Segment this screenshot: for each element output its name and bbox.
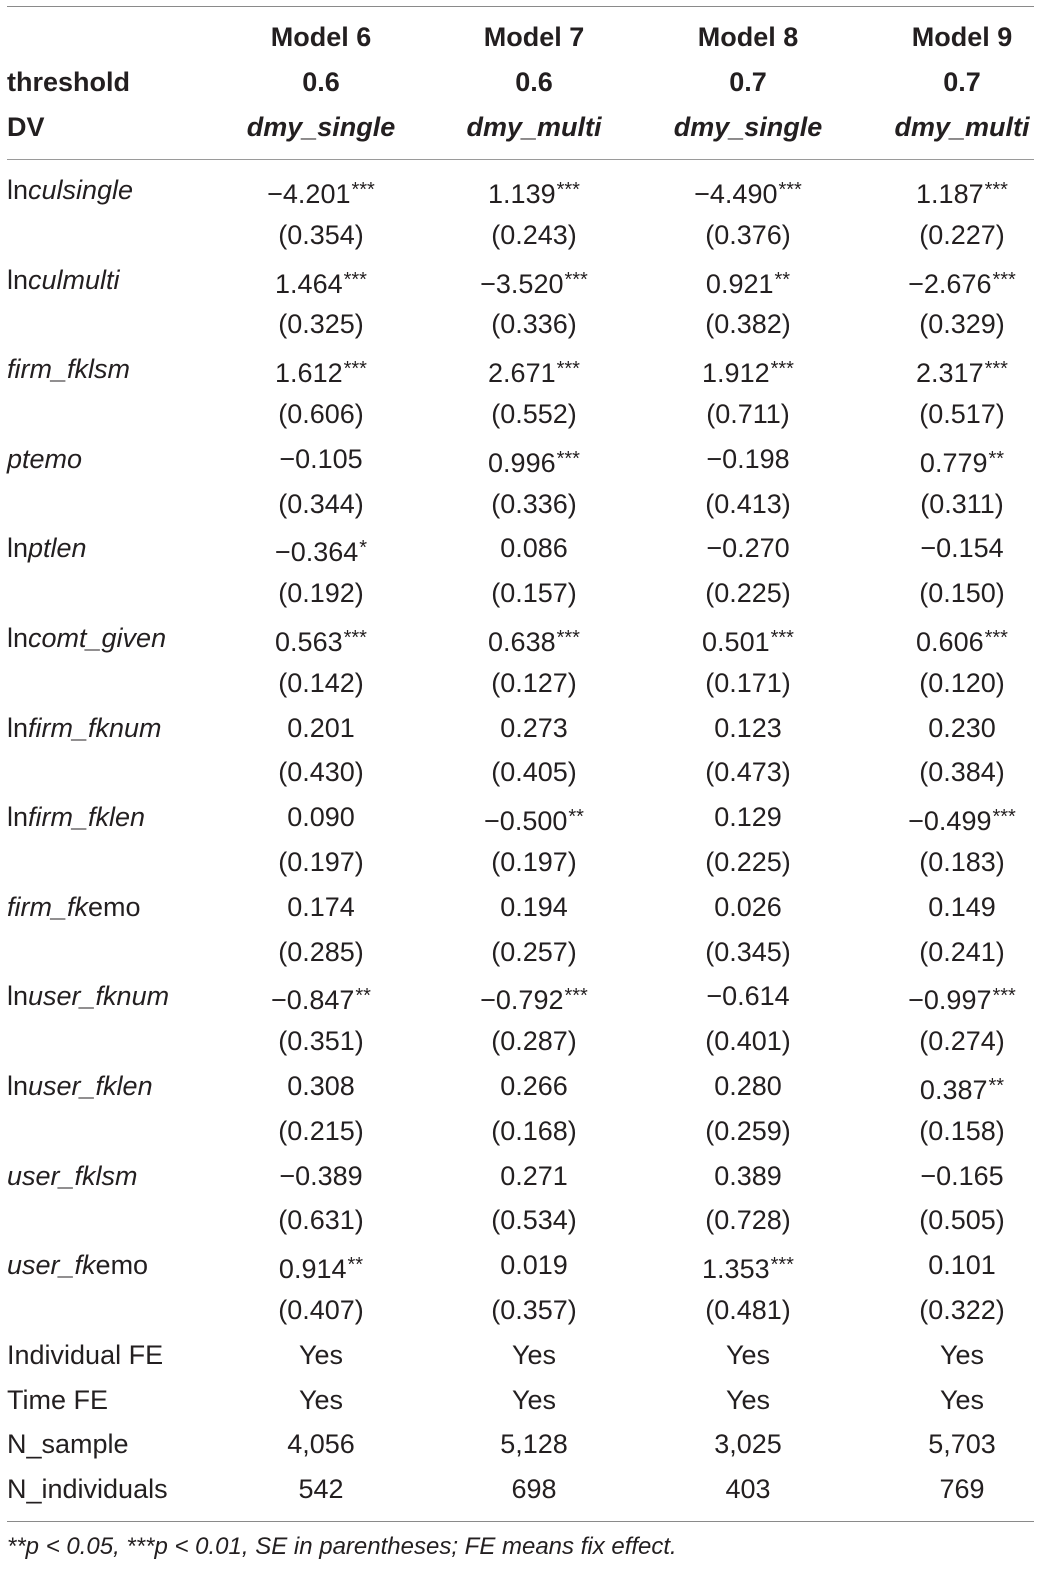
se-row: [0, 1109, 1041, 1153]
summary-value: 698: [511, 1474, 557, 1504]
standard-error-cell: (0.473): [705, 757, 791, 787]
significance-stars: **: [774, 269, 791, 291]
coefficient-value: 0.280: [714, 1071, 782, 1101]
variable-name: ptlen: [28, 533, 87, 563]
coefficient-cell: [434, 885, 634, 929]
coefficient-value: 1.353: [702, 1254, 770, 1284]
coefficient-value: 0.389: [714, 1161, 782, 1191]
significance-stars: **: [355, 985, 371, 1007]
standard-error-cell: (0.413): [705, 489, 791, 519]
variable-suffix: emo: [95, 1250, 149, 1280]
summary-value: 3,025: [714, 1429, 782, 1459]
variable-label: [7, 168, 133, 212]
coefficient-value: 0.996: [488, 448, 556, 478]
coefficient-value: 0.090: [287, 802, 355, 832]
summary-value: 769: [939, 1474, 985, 1504]
coefficient-value: 0.501: [702, 627, 770, 657]
se-row: [0, 930, 1041, 974]
ln-prefix: ln: [7, 713, 29, 743]
ln-prefix: ln: [7, 1071, 29, 1101]
coefficient-cell: [648, 437, 848, 481]
significance-stars: ***: [351, 179, 375, 201]
standard-error-cell: (0.158): [919, 1116, 1005, 1146]
standard-error-cell: (0.259): [705, 1116, 791, 1146]
standard-error-cell: (0.183): [919, 847, 1005, 877]
coef-row: [0, 1064, 1041, 1108]
coefficient-value: 0.026: [714, 892, 782, 922]
coef-row: [0, 795, 1041, 839]
ln-prefix: ln: [7, 623, 29, 653]
coef-row: [0, 1243, 1041, 1287]
standard-error-cell: (0.325): [278, 309, 364, 339]
coefficient-value: −0.389: [279, 1161, 363, 1191]
coefficient-cell: [648, 1064, 848, 1108]
coefficient-cell: [862, 1154, 1041, 1198]
significance-stars: ***: [770, 627, 794, 649]
significance-stars: ***: [343, 627, 367, 649]
summary-value: Yes: [511, 1340, 557, 1370]
coefficient-value: 0.019: [500, 1250, 568, 1280]
ln-prefix: ln: [7, 533, 29, 563]
coefficient-cell: [862, 974, 1041, 1018]
standard-error-cell: (0.534): [491, 1205, 577, 1235]
standard-error-cell: (0.430): [278, 757, 364, 787]
variable-label: [7, 437, 82, 481]
standard-error-cell: (0.401): [705, 1026, 791, 1056]
coefficient-value: −0.364: [274, 537, 359, 567]
coefficient-cell: [648, 347, 848, 391]
coefficient-value: −3.520: [480, 269, 564, 299]
variable-name: user_fk: [7, 1250, 96, 1280]
coefficient-value: −2.676: [908, 269, 992, 299]
summary-row: [0, 1378, 1041, 1422]
coefficient-value: 0.129: [714, 802, 782, 832]
coefficient-cell: [221, 1154, 421, 1198]
coefficient-value: 0.101: [928, 1250, 996, 1280]
coefficient-cell: [862, 168, 1041, 212]
standard-error-cell: (0.517): [919, 399, 1005, 429]
coefficient-value: −0.165: [920, 1161, 1004, 1191]
coefficient-value: 0.921: [705, 269, 774, 299]
coefficient-cell: [648, 885, 848, 929]
variable-label: [7, 526, 87, 570]
dv-model-9: dmy_multi: [894, 112, 1030, 142]
coefficient-value: 0.606: [916, 627, 984, 657]
coefficient-cell: [862, 526, 1041, 570]
ln-prefix: ln: [7, 265, 29, 295]
significance-stars: ***: [564, 269, 588, 291]
coefficient-cell: [862, 347, 1041, 391]
header-model-8: Model 8: [697, 22, 799, 52]
significance-stars: ***: [992, 985, 1016, 1007]
coefficient-cell: [434, 168, 634, 212]
summary-value: Yes: [939, 1385, 985, 1415]
standard-error-cell: (0.311): [920, 489, 1004, 519]
coefficient-value: 1.612: [275, 358, 343, 388]
coefficient-cell: [862, 437, 1041, 481]
coefficient-cell: [648, 1243, 848, 1287]
coefficient-cell: [862, 706, 1041, 750]
coefficient-cell: [221, 437, 421, 481]
standard-error-cell: (0.329): [919, 309, 1005, 339]
coefficient-cell: [221, 526, 421, 570]
header-row-models: [0, 15, 1041, 59]
summary-value: Yes: [511, 1385, 557, 1415]
standard-error-cell: (0.192): [278, 578, 364, 608]
variable-name: user_fklsm: [7, 1161, 138, 1191]
coef-row: [0, 168, 1041, 212]
variable-name: comt_given: [28, 623, 167, 653]
coefficient-cell: [434, 526, 634, 570]
variable-name: ptemo: [7, 444, 83, 474]
standard-error-cell: (0.142): [278, 668, 364, 698]
coefficient-cell: [434, 616, 634, 660]
coefficient-cell: [221, 974, 421, 1018]
coefficient-value: 1.464: [275, 269, 343, 299]
coefficient-value: 0.387: [919, 1075, 988, 1105]
se-row: [0, 482, 1041, 526]
summary-value: 5,128: [500, 1429, 568, 1459]
ln-prefix: ln: [7, 175, 29, 205]
variable-name: firm_fk: [7, 892, 88, 922]
summary-value: 542: [298, 1474, 344, 1504]
coef-row: [0, 616, 1041, 660]
variable-label: [7, 1154, 138, 1198]
se-row: [0, 840, 1041, 884]
significance-stars: ***: [770, 358, 794, 380]
se-row: [0, 750, 1041, 794]
coefficient-cell: [862, 616, 1041, 660]
variable-label: [7, 885, 141, 929]
variable-label: [7, 706, 162, 750]
standard-error-cell: (0.481): [705, 1295, 791, 1325]
table-bottom-rule: [7, 1521, 1034, 1522]
coef-row: [0, 974, 1041, 1018]
significance-stars: ***: [556, 358, 580, 380]
summary-row: [0, 1333, 1041, 1377]
coefficient-value: 0.230: [928, 713, 996, 743]
significance-stars: ***: [770, 1254, 794, 1276]
header-label-threshold: threshold: [7, 67, 131, 97]
coefficient-value: 0.563: [275, 627, 343, 657]
se-row: [0, 571, 1041, 615]
significance-stars: ***: [343, 269, 367, 291]
significance-stars: ***: [556, 179, 580, 201]
se-row: [0, 392, 1041, 436]
coefficient-cell: [862, 258, 1041, 302]
standard-error-cell: (0.225): [705, 847, 791, 877]
variable-name: firm_fklsm: [7, 354, 130, 384]
coefficient-value: −4.490: [694, 179, 778, 209]
threshold-model-7: 0.6: [515, 67, 553, 97]
standard-error-cell: (0.120): [919, 668, 1005, 698]
se-row: [0, 1019, 1041, 1063]
coefficient-cell: [648, 616, 848, 660]
coefficient-value: −0.499: [908, 806, 992, 836]
variable-label: [7, 974, 169, 1018]
standard-error-cell: (0.215): [278, 1116, 364, 1146]
standard-error-cell: (0.384): [919, 757, 1005, 787]
coefficient-value: 0.266: [500, 1071, 568, 1101]
dv-model-6: dmy_single: [246, 112, 396, 142]
coefficient-cell: [434, 1064, 634, 1108]
coefficient-value: 1.187: [916, 179, 984, 209]
standard-error-cell: (0.552): [491, 399, 577, 429]
significance-stars: **: [347, 1254, 364, 1276]
coefficient-cell: [221, 795, 421, 839]
coefficient-cell: [221, 258, 421, 302]
summary-value: Yes: [725, 1385, 771, 1415]
standard-error-cell: (0.168): [491, 1116, 577, 1146]
coefficient-value: −4.201: [267, 179, 351, 209]
standard-error-cell: (0.376): [705, 220, 791, 250]
coefficient-value: −0.500: [484, 806, 568, 836]
coefficient-cell: [221, 347, 421, 391]
coefficient-cell: [221, 1243, 421, 1287]
variable-label: [7, 1243, 148, 1287]
coefficient-value: 0.174: [287, 892, 355, 922]
coefficient-cell: [221, 706, 421, 750]
significance-stars: **: [988, 1075, 1005, 1097]
coefficient-cell: [648, 526, 848, 570]
coefficient-cell: [648, 168, 848, 212]
coefficient-value: 0.308: [287, 1071, 355, 1101]
ln-prefix: ln: [7, 981, 29, 1011]
se-row: [0, 1288, 1041, 1332]
coefficient-cell: [862, 1064, 1041, 1108]
summary-value: 5,703: [928, 1429, 996, 1459]
coefficient-cell: [434, 1154, 634, 1198]
se-row: [0, 213, 1041, 257]
significance-stars: **: [988, 448, 1005, 470]
summary-value: 4,056: [287, 1429, 355, 1459]
summary-value: Yes: [725, 1340, 771, 1370]
variable-label: [7, 1064, 153, 1108]
coef-row: [0, 347, 1041, 391]
significance-stars: *: [359, 537, 368, 559]
se-row: [0, 302, 1041, 346]
summary-value: Yes: [298, 1340, 344, 1370]
summary-row: [0, 1422, 1041, 1466]
standard-error-cell: (0.344): [278, 489, 364, 519]
coefficient-value: 1.139: [488, 179, 556, 209]
dv-model-7: dmy_multi: [466, 112, 602, 142]
standard-error-cell: (0.257): [491, 937, 577, 967]
significance-stars: ***: [992, 806, 1016, 828]
summary-value: Yes: [298, 1385, 344, 1415]
coef-row: [0, 706, 1041, 750]
coef-row: [0, 258, 1041, 302]
coefficient-cell: [648, 974, 848, 1018]
header-divider-rule: [7, 159, 1034, 160]
se-row: [0, 1198, 1041, 1242]
standard-error-cell: (0.336): [491, 489, 577, 519]
coefficient-value: 1.912: [702, 358, 770, 388]
significance-stars: ***: [992, 269, 1016, 291]
standard-error-cell: (0.150): [919, 578, 1005, 608]
variable-name: firm_fklen: [28, 802, 146, 832]
header-row-threshold: [0, 60, 1041, 104]
coefficient-value: 0.149: [928, 892, 996, 922]
variable-label: [7, 616, 166, 660]
summary-value: 403: [725, 1474, 771, 1504]
coefficient-cell: [434, 1243, 634, 1287]
summary-row: [0, 1467, 1041, 1511]
variable-name: user_fknum: [28, 981, 170, 1011]
coefficient-value: −0.154: [920, 533, 1004, 563]
standard-error-cell: (0.407): [278, 1295, 364, 1325]
coefficient-value: −0.792: [480, 985, 564, 1015]
table-footnote: **p < 0.05, ***p < 0.01, SE in parentheses; FE means fix effect.: [7, 1533, 677, 1560]
standard-error-cell: (0.241): [919, 937, 1005, 967]
coef-row: [0, 526, 1041, 570]
coefficient-cell: [648, 1154, 848, 1198]
variable-name: culsingle: [28, 175, 134, 205]
coefficient-cell: [434, 706, 634, 750]
table-top-rule: [7, 6, 1034, 7]
variable-name: culmulti: [28, 265, 120, 295]
header-model-7: Model 7: [483, 22, 585, 52]
standard-error-cell: (0.606): [278, 399, 364, 429]
significance-stars: ***: [556, 448, 580, 470]
summary-label: Time FE: [7, 1385, 108, 1415]
coefficient-value: 0.638: [488, 627, 556, 657]
significance-stars: ***: [984, 358, 1008, 380]
coefficient-value: 2.671: [488, 358, 556, 388]
coef-row: [0, 437, 1041, 481]
coefficient-value: −0.105: [279, 444, 363, 474]
standard-error-cell: (0.227): [919, 220, 1005, 250]
coefficient-value: −0.997: [908, 985, 992, 1015]
significance-stars: ***: [556, 627, 580, 649]
variable-name: firm_fknum: [28, 713, 162, 743]
threshold-model-8: 0.7: [729, 67, 767, 97]
variable-label: [7, 347, 130, 391]
standard-error-cell: (0.336): [491, 309, 577, 339]
coefficient-cell: [434, 258, 634, 302]
standard-error-cell: (0.225): [705, 578, 791, 608]
summary-value: Yes: [939, 1340, 985, 1370]
coefficient-value: −0.198: [706, 444, 790, 474]
standard-error-cell: (0.357): [491, 1295, 577, 1325]
standard-error-cell: (0.728): [705, 1205, 791, 1235]
significance-stars: ***: [984, 179, 1008, 201]
summary-label: N_sample: [7, 1429, 129, 1459]
summary-label: N_individuals: [7, 1474, 168, 1504]
standard-error-cell: (0.711): [706, 399, 790, 429]
threshold-model-6: 0.6: [302, 67, 340, 97]
significance-stars: ***: [564, 985, 588, 1007]
standard-error-cell: (0.354): [278, 220, 364, 250]
significance-stars: ***: [984, 627, 1008, 649]
coefficient-value: −0.270: [706, 533, 790, 563]
coef-row: [0, 1154, 1041, 1198]
standard-error-cell: (0.345): [705, 937, 791, 967]
coefficient-value: 0.123: [714, 713, 782, 743]
header-model-6: Model 6: [270, 22, 372, 52]
coefficient-cell: [862, 1243, 1041, 1287]
coefficient-cell: [648, 706, 848, 750]
significance-stars: **: [568, 806, 584, 828]
coefficient-cell: [221, 168, 421, 212]
coefficient-cell: [221, 616, 421, 660]
variable-label: [7, 795, 145, 839]
coefficient-cell: [862, 885, 1041, 929]
standard-error-cell: (0.505): [919, 1205, 1005, 1235]
threshold-model-9: 0.7: [943, 67, 981, 97]
standard-error-cell: (0.243): [491, 220, 577, 250]
coef-row: [0, 885, 1041, 929]
standard-error-cell: (0.405): [491, 757, 577, 787]
standard-error-cell: (0.351): [278, 1026, 364, 1056]
coefficient-value: 0.779: [919, 448, 988, 478]
ln-prefix: ln: [7, 802, 29, 832]
header-label-dv: DV: [7, 112, 45, 142]
coefficient-cell: [434, 437, 634, 481]
coefficient-value: 2.317: [916, 358, 984, 388]
standard-error-cell: (0.274): [919, 1026, 1005, 1056]
coefficient-cell: [434, 974, 634, 1018]
standard-error-cell: (0.322): [919, 1295, 1005, 1325]
standard-error-cell: (0.197): [278, 847, 364, 877]
standard-error-cell: (0.171): [705, 668, 791, 698]
standard-error-cell: (0.631): [278, 1205, 364, 1235]
se-row: [0, 661, 1041, 705]
coefficient-cell: [648, 258, 848, 302]
coefficient-value: 0.273: [500, 713, 568, 743]
summary-label: Individual FE: [7, 1340, 164, 1370]
standard-error-cell: (0.285): [278, 937, 364, 967]
coefficient-value: 0.086: [500, 533, 568, 563]
standard-error-cell: (0.287): [491, 1026, 577, 1056]
coefficient-value: 0.914: [278, 1254, 347, 1284]
coefficient-value: 0.201: [287, 713, 355, 743]
header-row-dv: [0, 105, 1041, 149]
coefficient-cell: [434, 795, 634, 839]
variable-label: [7, 258, 120, 302]
variable-suffix: emo: [88, 892, 141, 922]
coefficient-cell: [862, 795, 1041, 839]
coefficient-value: −0.847: [271, 985, 355, 1015]
coefficient-value: −0.614: [706, 981, 790, 1011]
standard-error-cell: (0.157): [491, 578, 577, 608]
dv-model-8: dmy_single: [673, 112, 823, 142]
coefficient-cell: [221, 1064, 421, 1108]
coefficient-cell: [434, 347, 634, 391]
standard-error-cell: (0.127): [491, 668, 577, 698]
significance-stars: ***: [343, 358, 367, 380]
coefficient-cell: [221, 885, 421, 929]
standard-error-cell: (0.197): [491, 847, 577, 877]
coefficient-value: 0.194: [500, 892, 568, 922]
coefficient-cell: [648, 795, 848, 839]
header-model-9: Model 9: [911, 22, 1013, 52]
standard-error-cell: (0.382): [705, 309, 791, 339]
variable-name: user_fklen: [28, 1071, 153, 1101]
coefficient-value: 0.271: [500, 1161, 568, 1191]
significance-stars: ***: [778, 179, 802, 201]
